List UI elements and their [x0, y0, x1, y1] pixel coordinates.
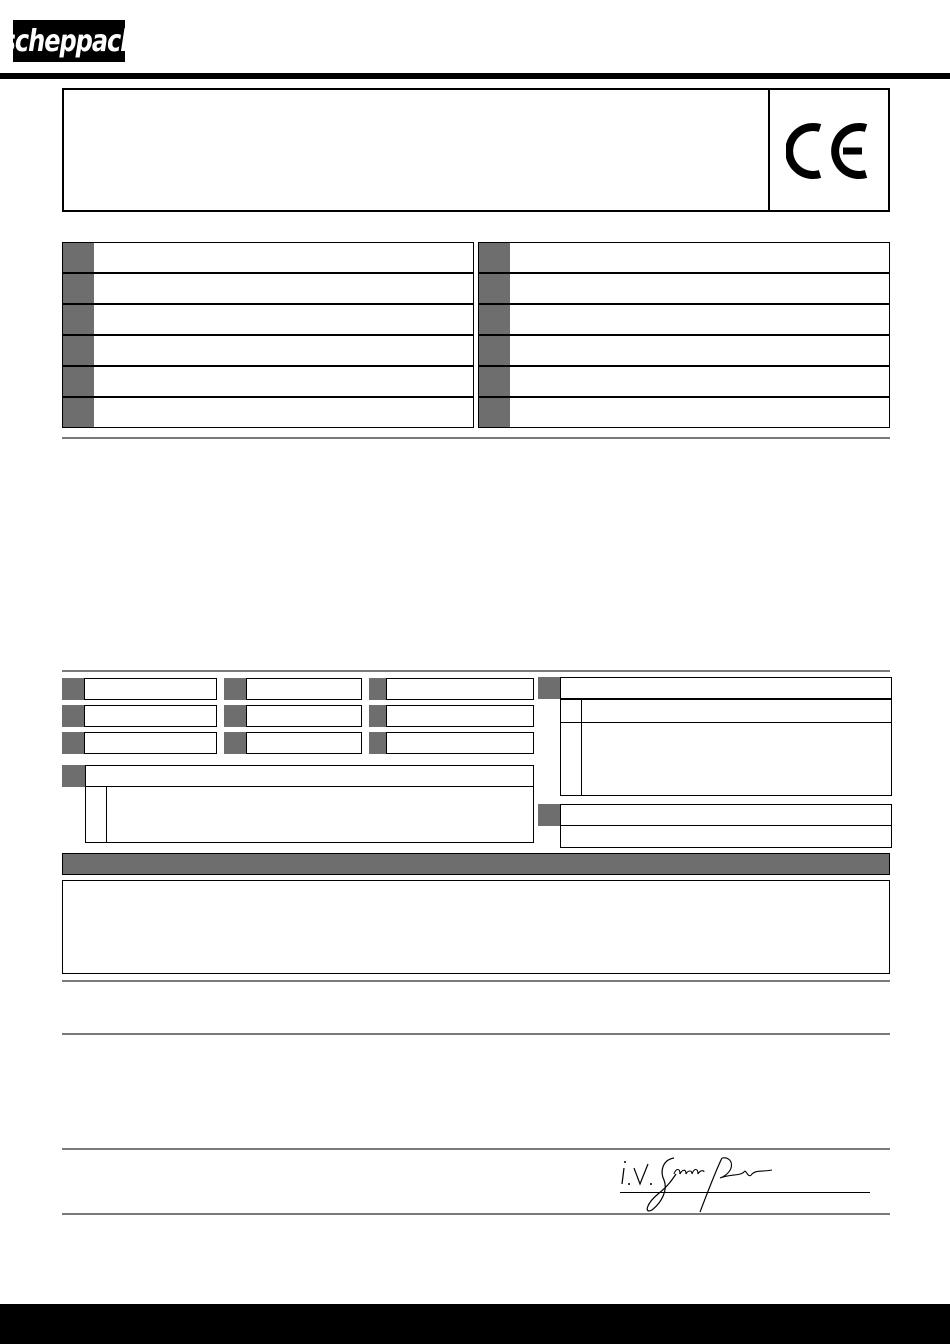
directive-cell — [84, 678, 217, 700]
directive-checkbox — [538, 804, 560, 826]
directive-cell — [246, 705, 362, 727]
language-code-box — [63, 398, 94, 427]
section-divider — [62, 1213, 890, 1215]
language-code-box — [479, 367, 510, 396]
directive-cell — [84, 705, 217, 727]
section-divider — [62, 437, 890, 439]
standards-box — [62, 880, 890, 974]
sub-directive-marker — [560, 699, 582, 723]
signature-line — [620, 1192, 870, 1193]
section-divider — [62, 980, 890, 982]
language-code-box — [63, 243, 94, 272]
language-row — [62, 397, 474, 428]
footer-bar — [0, 1304, 950, 1344]
directive-cell — [386, 732, 534, 754]
signature — [612, 1150, 777, 1214]
directive-cell — [85, 765, 534, 787]
directive-checkbox — [62, 705, 84, 727]
language-code-box — [479, 336, 510, 365]
directive-checkbox — [369, 678, 386, 700]
directive-cell — [84, 732, 217, 754]
language-row — [478, 304, 890, 335]
directive-checkbox — [538, 677, 560, 699]
language-row — [478, 335, 890, 366]
language-row — [478, 242, 890, 273]
directive-cell — [246, 732, 362, 754]
language-row — [478, 366, 890, 397]
header-rule — [0, 73, 950, 79]
language-row — [478, 273, 890, 304]
directive-checkbox — [224, 705, 246, 727]
directive-grid — [62, 678, 534, 756]
sub-directive-cell — [560, 825, 892, 848]
sub-directive-cell — [581, 699, 892, 723]
brand-logo-text: scheppach — [1, 23, 137, 59]
directive-checkbox — [224, 732, 246, 754]
language-code-box — [63, 305, 94, 334]
language-code-box — [63, 274, 94, 303]
directive-checkbox — [224, 678, 246, 700]
language-code-box — [63, 367, 94, 396]
language-code-box — [479, 305, 510, 334]
directive-cell — [246, 678, 362, 700]
language-code-box — [479, 274, 510, 303]
directive-checkbox — [62, 678, 84, 700]
sub-directive-marker — [560, 722, 582, 796]
sub-directive-cell — [581, 722, 892, 796]
language-code-box — [479, 243, 510, 272]
standards-header-bar — [62, 853, 890, 875]
directive-cell — [386, 678, 534, 700]
language-row — [62, 335, 474, 366]
directive-checkbox — [369, 705, 386, 727]
language-row — [478, 397, 890, 428]
ce-divider — [768, 88, 770, 212]
language-code-box — [63, 336, 94, 365]
language-list-right — [478, 242, 890, 428]
brand-logo — [1, 20, 137, 62]
language-list-left — [62, 242, 474, 428]
language-code-box — [479, 398, 510, 427]
language-row — [62, 273, 474, 304]
sub-directive-marker — [85, 786, 107, 843]
directive-cell — [560, 804, 892, 826]
directive-checkbox — [62, 732, 84, 754]
directive-checkbox — [369, 732, 386, 754]
declaration-header-box — [62, 88, 890, 212]
directive-checkbox — [62, 765, 85, 787]
ce-mark-icon — [786, 120, 872, 182]
section-divider — [62, 670, 890, 672]
language-row — [62, 242, 474, 273]
section-divider — [62, 1033, 890, 1035]
language-row — [62, 366, 474, 397]
directive-cell — [560, 677, 892, 699]
directive-cell — [386, 705, 534, 727]
language-row — [62, 304, 474, 335]
sub-directive-cell — [106, 786, 534, 843]
